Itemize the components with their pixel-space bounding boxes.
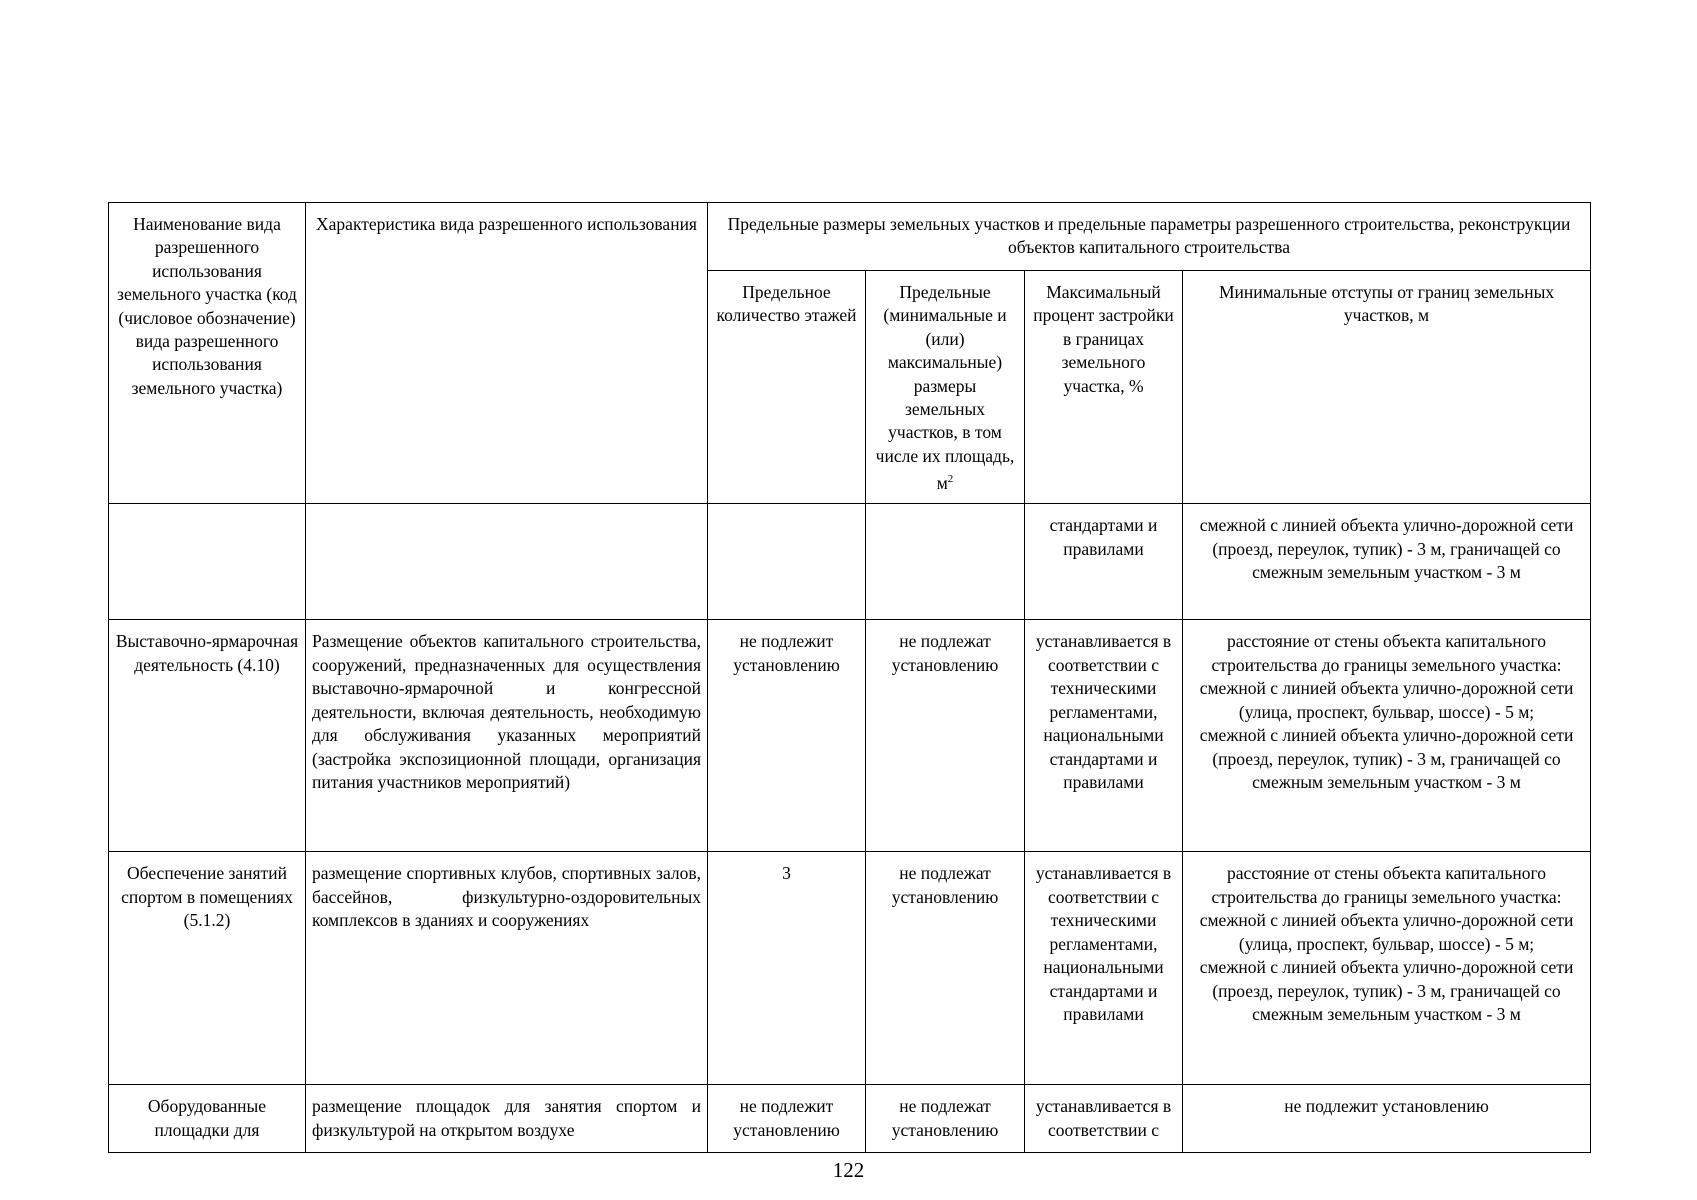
table-row (109, 620, 1591, 852)
page-number: 122 (832, 1158, 865, 1182)
header-row (109, 203, 1591, 271)
cell-coverage: устанавливается в соответствии с техническими регламентами, национальными стандартами и правилами (1025, 852, 1183, 1085)
header-plot-size (866, 271, 1025, 504)
header-use-description: Характеристика вида разрешенного использования (306, 203, 708, 504)
cell-use-name: Обеспечение занятий спортом в помещениях (5.1.2) (109, 852, 306, 1085)
setbacks-main-road: расстояние от стены объекта капитального строительства до границы земельного участка: смежной с линией объекта улично-дорожной сети (улица, проспект, бульвар, шоссе) - 5 м; (1199, 631, 1574, 722)
cell-setbacks (1183, 620, 1591, 852)
table-row (109, 852, 1591, 1085)
table-row (109, 504, 1591, 620)
header-use-name: Наименование вида разрешенного использования земельного участка (код (числовое обозначение) вида разрешенного использования земельного участка) (109, 203, 306, 504)
cell-plot-size: не подлежат установлению (866, 1085, 1025, 1153)
cell-setbacks: не подлежит установлению (1183, 1085, 1591, 1153)
cell-coverage: устанавливается в соответствии с техническими регламентами, национальными стандартами и правилами (1025, 620, 1183, 852)
cell-plot-size: не подлежат установлению (866, 620, 1025, 852)
cell-use-name: Выставочно-ярмарочная деятельность (4.10) (109, 620, 306, 852)
cell-use-name (109, 504, 306, 620)
cell-floors: 3 (708, 852, 866, 1085)
header-setbacks: Минимальные отступы от границ земельных участков, м (1183, 271, 1591, 504)
cell-plot-size: не подлежат установлению (866, 852, 1025, 1085)
header-coverage: Максимальный процент застройки в границах земельного участка, % (1025, 271, 1183, 504)
setbacks-side-road: смежной с линией объекта улично-дорожной сети (проезд, переулок, тупик) - 3 м, граничащей со смежным земельным участком - 3 м (1199, 725, 1574, 792)
setbacks-side-road: смежной с линией объекта улично-дорожной сети (проезд, переулок, тупик) - 3 м, граничащей со смежным земельным участком - 3 м (1199, 957, 1574, 1024)
cell-floors: не подлежит установлению (708, 1085, 866, 1153)
cell-setbacks: смежной с линией объекта улично-дорожной сети (проезд, переулок, тупик) - 3 м, граничащей со смежным земельным участком - 3 м (1183, 504, 1591, 620)
cell-plot-size (866, 504, 1025, 620)
regulations-table (108, 202, 1591, 1153)
cell-description (306, 504, 708, 620)
cell-coverage: устанавливается в соответствии с (1025, 1085, 1183, 1153)
header-floors: Предельное количество этажей (708, 271, 866, 504)
header-plot-size-text: Предельные (минимальные и (или) максимальные) размеры земельных участков, в том числе их площадь, м (875, 282, 1015, 494)
header-plot-size-sup: 2 (947, 473, 954, 486)
cell-description: размещение площадок для занятия спортом и физкультурой на открытом воздухе (306, 1085, 708, 1153)
cell-floors (708, 504, 866, 620)
table-row (109, 1085, 1591, 1153)
cell-coverage: стандартами и правилами (1025, 504, 1183, 620)
cell-description: Размещение объектов капитального строительства, сооружений, предназначенных для осуществления выставочно-ярмарочной и конгрессной деятельности, включая деятельность, необходимую для обслуживания указанных мероприятий (застройка экспозиционной площади, организация питания участников мероприятий) (306, 620, 708, 852)
cell-description: размещение спортивных клубов, спортивных залов, бассейнов, физкультурно-оздоровительных комплексов в зданиях и сооружениях (306, 852, 708, 1085)
header-limits-group: Предельные размеры земельных участков и предельные параметры разрешенного строительства, реконструкции объектов капитального строительства (708, 203, 1591, 271)
setbacks-main-road: расстояние от стены объекта капитального строительства до границы земельного участка: смежной с линией объекта улично-дорожной сети (улица, проспект, бульвар, шоссе) - 5 м; (1199, 863, 1574, 954)
cell-use-name: Оборудованные площадки для (109, 1085, 306, 1153)
cell-setbacks (1183, 852, 1591, 1085)
cell-floors: не подлежит установлению (708, 620, 866, 852)
